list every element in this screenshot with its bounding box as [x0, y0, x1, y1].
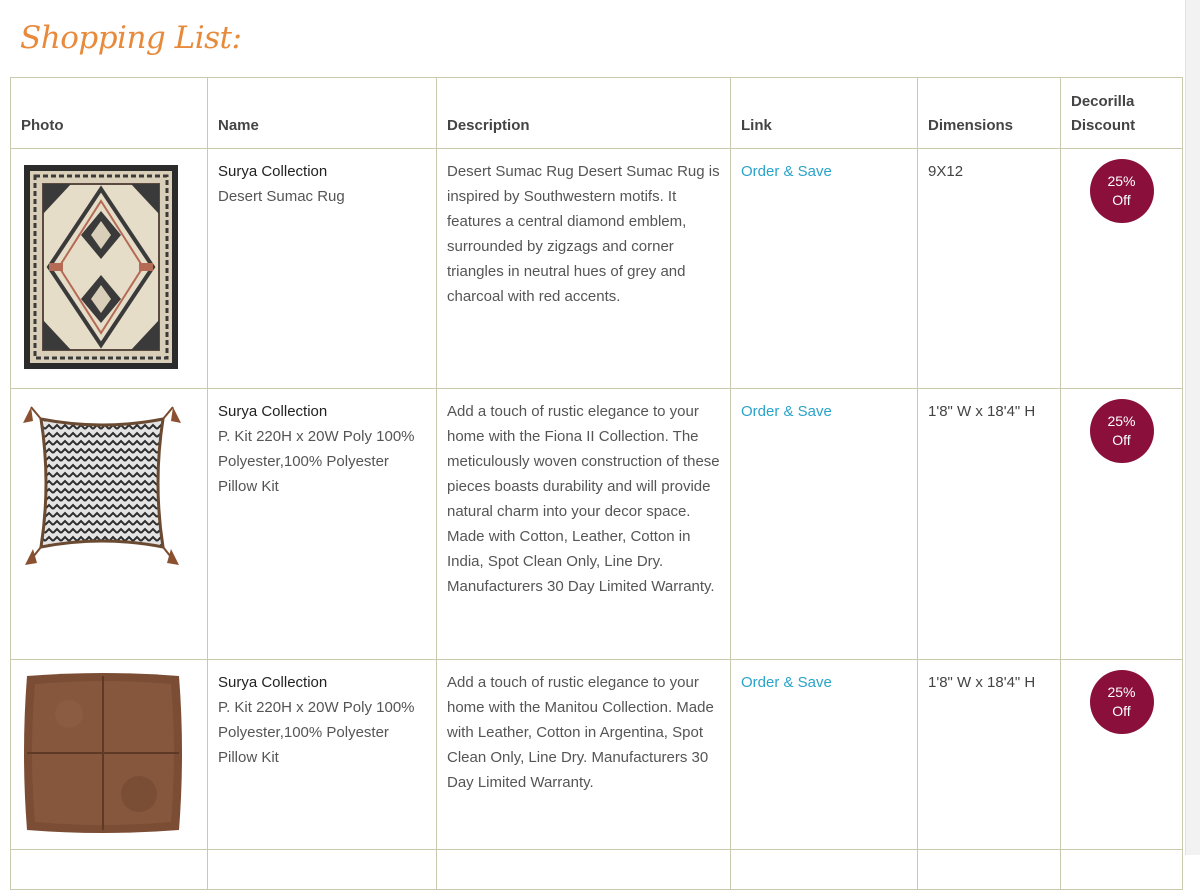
discount-percent: 25%: [1107, 413, 1136, 429]
discount-badge: [1090, 399, 1154, 463]
product-name: P. Kit 220H x 20W Poly 100% Polyester,100% Polyester Pillow Kit: [218, 428, 415, 495]
link-cell: [731, 660, 918, 850]
column-header-discount: [1061, 78, 1183, 149]
order-save-link[interactable]: Order & Save: [741, 163, 832, 180]
product-brand: Surya Collection: [218, 674, 328, 691]
table-row: [11, 660, 1183, 850]
discount-off-label: Off: [1112, 432, 1131, 448]
table-row: [11, 389, 1183, 660]
dimensions-cell: [918, 660, 1061, 850]
product-description: Add a touch of rustic elegance to your home with the Manitou Collection. Made with Leather, Cotton in Argentina, Spot Clean Only, Line Dry. Manufacturers 30 Day Limited Warranty.: [447, 674, 714, 791]
discount-badge: [1090, 159, 1154, 223]
tassel-pillow-image: [21, 399, 183, 567]
product-dimensions: 9X12: [928, 163, 964, 180]
discount-cell: [1061, 389, 1183, 660]
product-dimensions: 1'8" W x 18'4" H: [928, 674, 1036, 691]
photo-cell: [11, 850, 208, 890]
name-cell: [208, 389, 437, 660]
rug-image: [21, 159, 181, 375]
photo-cell: [11, 389, 208, 660]
page-title: Shopping List:: [20, 20, 242, 56]
table-row: [11, 850, 1183, 890]
order-save-link[interactable]: Order & Save: [741, 403, 832, 420]
discount-off-label: Off: [1112, 703, 1131, 719]
discount-cell: [1061, 149, 1183, 389]
dimensions-cell: [918, 389, 1061, 660]
photo-cell: [11, 660, 208, 850]
product-name: P. Kit 220H x 20W Poly 100% Polyester,100% Polyester Pillow Kit: [218, 699, 415, 766]
discount-header-line2: Discount: [1071, 117, 1136, 134]
product-brand: Surya Collection: [218, 163, 328, 180]
column-header-name: Name: [208, 78, 437, 149]
description-cell: [437, 149, 731, 389]
product-description: Desert Sumac Rug Desert Sumac Rug is inspired by Southwestern motifs. It features a central diamond emblem, surrounded by zigzags and corner triangles in neutral hues of grey and charcoal with red accents.: [447, 163, 720, 305]
column-header-description: Description: [437, 78, 731, 149]
discount-header-line1: Decorilla: [1071, 93, 1135, 110]
product-dimensions: 1'8" W x 18'4" H: [928, 403, 1036, 420]
product-description: Add a touch of rustic elegance to your home with the Fiona II Collection. The meticulously woven construction of these pieces boasts durability and will provide natural charm into your decor space. Made with Cotton, Leather, Cotton in India, Spot Clean Only, Line Dry. Manufacturers 30 Day Limited Warranty.: [447, 403, 720, 595]
name-cell: [208, 149, 437, 389]
dimensions-cell: [918, 149, 1061, 389]
column-header-dimensions: Dimensions: [918, 78, 1061, 149]
order-save-link[interactable]: Order & Save: [741, 674, 832, 691]
column-header-photo: Photo: [11, 78, 208, 149]
discount-percent: 25%: [1107, 173, 1136, 189]
description-cell: [437, 850, 731, 890]
leather-pillow-image: [21, 670, 185, 836]
discount-cell: [1061, 850, 1183, 890]
photo-cell: [11, 149, 208, 389]
discount-percent: 25%: [1107, 684, 1136, 700]
name-cell: [208, 660, 437, 850]
discount-cell: [1061, 660, 1183, 850]
column-header-link: Link: [731, 78, 918, 149]
scrollbar[interactable]: [1185, 0, 1200, 855]
product-name: Desert Sumac Rug: [218, 188, 345, 205]
name-cell: [208, 850, 437, 890]
discount-badge: [1090, 670, 1154, 734]
description-cell: [437, 660, 731, 850]
link-cell: [731, 149, 918, 389]
link-cell: [731, 389, 918, 660]
description-cell: [437, 389, 731, 660]
table-header-row: [11, 78, 1183, 149]
discount-off-label: Off: [1112, 192, 1131, 208]
shopping-list-table: [10, 77, 1183, 890]
table-row: [11, 149, 1183, 389]
dimensions-cell: [918, 850, 1061, 890]
link-cell: [731, 850, 918, 890]
product-brand: Surya Collection: [218, 403, 328, 420]
